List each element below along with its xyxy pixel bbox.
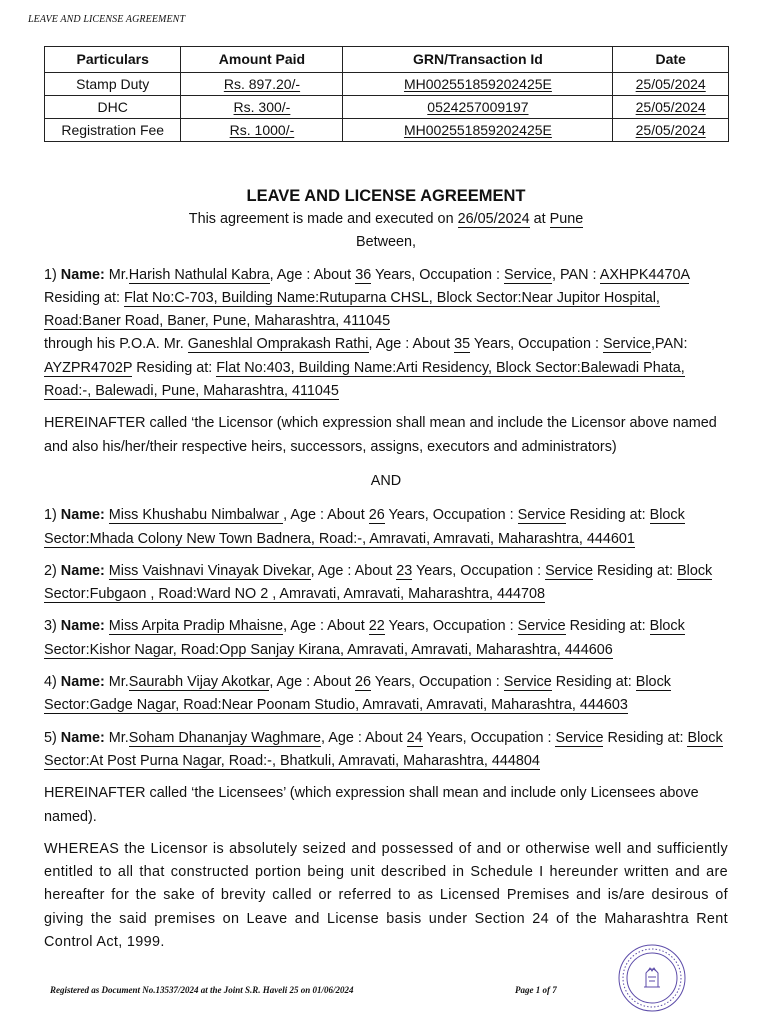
poa-name: Ganeshlal Omprakash Rathi <box>187 336 369 353</box>
salutation: Mr. <box>108 729 129 746</box>
licensor-paragraph <box>44 264 728 334</box>
transaction-id: MH002551859202425E <box>403 76 552 92</box>
name-label: Name: <box>60 266 105 283</box>
amount-value: Rs. 1000/- <box>229 122 295 138</box>
date-value: 25/05/2024 <box>635 99 706 115</box>
name-label: Name: <box>60 674 105 691</box>
licensee-occupation: Service <box>503 674 552 691</box>
occupation-label: Years, Occupation : <box>384 507 518 524</box>
amount-value: Rs. 897.20/- <box>223 76 301 92</box>
table-row <box>45 96 729 119</box>
transaction-id: MH002551859202425E <box>403 122 552 138</box>
pan-label: , PAN : <box>552 266 600 283</box>
name-label: Name: <box>60 507 105 524</box>
item-number: 2) <box>44 562 61 579</box>
seal-inner-ring <box>627 953 677 1003</box>
pan-label: ,PAN: <box>650 336 688 353</box>
date-value: 25/05/2024 <box>635 122 706 138</box>
residing-label: Residing at: <box>565 618 650 635</box>
item-number: 4) <box>44 674 61 691</box>
date-value: 25/05/2024 <box>635 76 706 92</box>
occupation-label: Years, Occupation : <box>371 266 504 283</box>
licensee-age: 26 <box>354 674 371 691</box>
column-header: Amount Paid <box>181 47 343 73</box>
fees-table <box>44 46 729 142</box>
agreement-title: LEAVE AND LICENSE AGREEMENT <box>246 187 526 205</box>
execution-date: 26/05/2024 <box>457 211 530 227</box>
licensee-name: Miss Vaishnavi Vinayak Divekar <box>108 562 311 579</box>
table-cell <box>181 96 343 119</box>
licensee-paragraph <box>44 615 728 662</box>
intro-text: This agreement is made and executed on <box>188 211 458 227</box>
column-header: GRN/Transaction Id <box>343 47 613 73</box>
name-label: Name: <box>60 729 105 746</box>
execution-place: Pune <box>549 211 584 227</box>
licensee-age: 24 <box>406 729 423 746</box>
occupation-label: Years, Occupation : <box>384 618 518 635</box>
licensee-name: Miss Arpita Pradip Mhaisne <box>108 618 284 635</box>
licensor-hereinafter: HEREINAFTER called ‘the Licensor (which expression shall mean and include the Licensor above named and also his/her/their respective heirs, successors, assigns, executors and administrators) <box>44 415 717 455</box>
table-cell: DHC <box>45 96 181 119</box>
licensee-name: Saurabh Vijay Akotkar <box>128 674 270 691</box>
salutation: Mr. <box>108 674 129 691</box>
residing-label: Residing at: <box>603 729 688 746</box>
licensee-paragraph <box>44 727 728 774</box>
column-header: Particulars <box>45 47 181 73</box>
table-cell: Registration Fee <box>45 119 181 142</box>
licensor-address: Flat No:C-703, Building Name:Rutuparna CHSL, Block Sector:Near Jupitor Hospital, Road:Baner Road, Baner, Pune, Maharashtra, 411045 <box>44 289 660 330</box>
licensor-name: Harish Nathulal Kabra <box>128 266 270 283</box>
residing-label: Residing at: <box>593 562 678 579</box>
table-cell <box>613 73 729 96</box>
licensees-hereinafter: HEREINAFTER called ‘the Licensees’ (which expression shall mean and include only Licensees above named). <box>44 785 699 825</box>
licensee-occupation: Service <box>555 729 604 746</box>
licensee-paragraph <box>44 504 728 551</box>
table-cell: Stamp Duty <box>45 73 181 96</box>
poa-paragraph <box>44 333 728 403</box>
at-text: at <box>529 211 550 227</box>
residing-label: Residing at: <box>44 289 124 306</box>
table-cell <box>343 96 613 119</box>
residing-label: Residing at: <box>551 674 636 691</box>
table-header-row <box>45 47 729 73</box>
age-label: , Age : About <box>269 266 356 283</box>
table-cell <box>181 73 343 96</box>
licensee-address: Block Sector:Mhada Colony New Town Badnera, Road:-, Amravati, Amravati, Maharashtra, 444601 <box>44 507 685 547</box>
poa-age: 35 <box>454 336 471 353</box>
age-label: , Age : About <box>283 507 369 524</box>
licensee-paragraph <box>44 560 728 607</box>
table-row <box>45 119 729 142</box>
occupation-label: Years, Occupation : <box>412 562 546 579</box>
whereas-clause: WHEREAS the Licensor is absolutely seized and possessed of and or otherwise well and sufficiently entitled to all that constructed portion being unit described in Schedule I hereunder written and are hereafter for the sake of brevity called or referred to as Licensed Premises and is/are desirous of giving the said premises on Leave and License basis under Section 24 of the Maharashtra Rent Control Act, 1999. <box>44 840 728 951</box>
poa-pan: AYZPR4702P <box>44 359 133 376</box>
agreement-body <box>44 184 728 954</box>
running-header: LEAVE AND LICENSE AGREEMENT <box>28 14 186 25</box>
occupation-label: Years, Occupation : <box>422 729 556 746</box>
name-label: Name: <box>60 562 105 579</box>
licensee-occupation: Service <box>545 562 594 579</box>
occupation-label: Years, Occupation : <box>470 336 603 353</box>
transaction-id: 0524257009197 <box>427 99 529 115</box>
age-label: , Age : About <box>321 729 407 746</box>
item-number: 3) <box>44 618 61 635</box>
registration-seal-icon <box>617 943 687 1013</box>
licensee-occupation: Service <box>517 618 566 635</box>
salutation: Mr. <box>104 266 129 283</box>
licensee-address: Block Sector:Gadge Nagar, Road:Near Poonam Studio, Amravati, Amravati, Maharashtra, 444603 <box>44 674 671 714</box>
table-row <box>45 73 729 96</box>
column-header: Date <box>613 47 729 73</box>
seal-outer-ring <box>619 945 685 1011</box>
amount-value: Rs. 300/- <box>233 99 291 115</box>
licensee-address: Block Sector:At Post Purna Nagar, Road:-, Bhatkuli, Amravati, Maharashtra, 444804 <box>44 729 723 769</box>
licensor-pan: AXHPK4470A <box>599 266 690 283</box>
licensee-age: 23 <box>396 562 413 579</box>
item-number: 1) <box>44 266 61 283</box>
table-cell <box>343 73 613 96</box>
age-label: , Age : About <box>368 336 455 353</box>
poa-address: Flat No:403, Building Name:Arti Residency, Block Sector:Balewadi Phata, Road:-, Balewadi, Pune, Maharashtra, 411045 <box>44 359 685 400</box>
item-number: 1) <box>44 507 61 524</box>
table-cell <box>343 119 613 142</box>
registration-footer: Registered as Document No.13537/2024 at the Joint S.R. Haveli 25 on 01/06/2024 <box>50 985 354 995</box>
table-cell <box>613 119 729 142</box>
licensee-name: Miss Khushabu Nimbalwar <box>108 507 284 524</box>
licensee-address: Block Sector:Kishor Nagar, Road:Opp Sanjay Kirana, Amravati, Amravati, Maharashtra, 444606 <box>44 618 685 658</box>
table-cell <box>613 96 729 119</box>
licensee-age: 26 <box>368 507 385 524</box>
licensor-occupation: Service <box>504 266 552 283</box>
licensee-age: 22 <box>368 618 385 635</box>
agreement-intro <box>44 208 728 231</box>
licensor-age: 36 <box>355 266 372 283</box>
residing-label: Residing at: <box>565 507 650 524</box>
licensee-occupation: Service <box>517 507 566 524</box>
and-label: AND <box>370 472 402 489</box>
poa-occupation: Service <box>602 336 651 353</box>
age-label: , Age : About <box>310 562 397 579</box>
licensee-paragraph <box>44 671 728 718</box>
table-cell <box>181 119 343 142</box>
between-label: Between, <box>355 234 416 251</box>
occupation-label: Years, Occupation : <box>370 674 504 691</box>
age-label: , Age : About <box>283 618 369 635</box>
name-label: Name: <box>60 618 105 635</box>
seal-dotted-ring <box>623 949 681 1007</box>
licensee-address: Block Sector:Fubgaon , Road:Ward NO 2 , Amravati, Amravati, Maharashtra, 444708 <box>44 562 713 603</box>
licensee-name: Soham Dhananjay Waghmare <box>128 729 322 746</box>
page-number: Page 1 of 7 <box>515 985 557 995</box>
item-number: 5) <box>44 729 61 746</box>
poa-label: through his P.O.A. Mr. <box>44 336 188 353</box>
age-label: , Age : About <box>269 674 355 691</box>
residing-label: Residing at: <box>132 359 217 376</box>
